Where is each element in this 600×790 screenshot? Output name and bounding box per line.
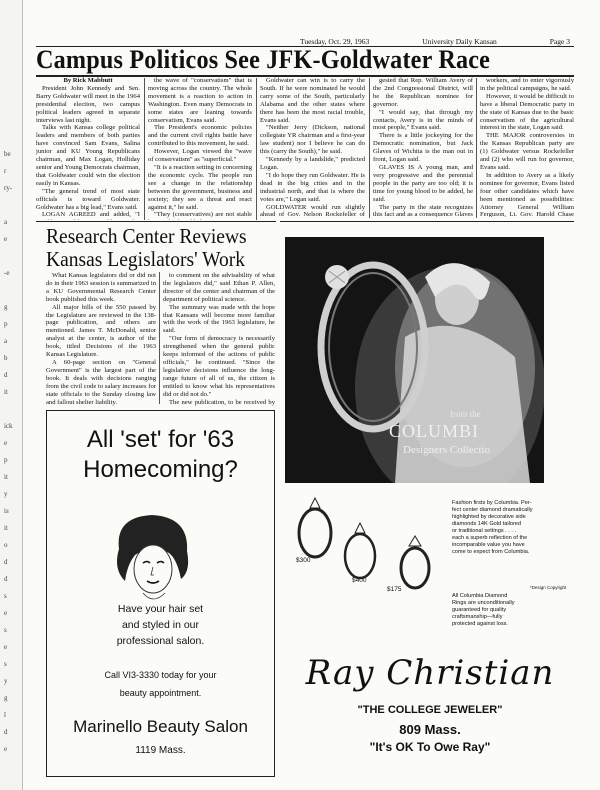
edge-fragment: g [4,303,8,311]
edge-fragment: s [4,592,7,600]
story1-paragraph: "Kennedy by a landslide," predicted Logan. [260,156,365,171]
column-rule [144,78,145,220]
story2-paragraph: The new publication, to be received by [169,398,275,406]
story1-paragraph: gested that Rep. William Avery of the 2nd Congressional District, will be the Republican nominee for governor. [373,77,473,108]
jewelry-copy [452,500,572,556]
edge-fragment: it [4,473,8,481]
salon-headline-line2: Homecoming? [83,456,238,483]
header-date: Tuesday, Oct. 29, 1963 [300,37,370,46]
edge-fragment: d [4,728,8,736]
jewelry-copy-line: Fashion firsts by Columbia. Per- [452,500,532,506]
column-rule [369,78,370,218]
jewelry-copy-line: each a superb reflection of the [452,535,528,541]
edge-fragment: e [4,235,8,243]
edge-fragment: r [4,167,7,175]
story1-column-5 [480,77,574,217]
adjacent-page-edge [0,0,23,790]
woman-portrait-illustration [107,509,197,605]
edge-fragment: y [4,490,8,498]
salon-copy-line3: professional salon. [116,635,205,647]
story1-paragraph: Talks with Kansas college political leaders and members of both parties have convinced Sam Evans, Salina junior and KU Young Republicans chairman, and Max Logan, Holliday senior and Young Democrats chairman, that Goldwater could win the election easily in Kansas. [36,124,140,187]
story1-paragraph: GOLDWATER would run slightly ahead of Gov. Nelson Rockefeller of [260,203,365,217]
story2-paragraph: The summary was made with the hope that Kansans will become more familiar with the work of the 1963 legislature, he said. [163,303,275,335]
jewelry-copy-line: guaranteed for quality [452,607,507,613]
edge-fragment: d [4,558,8,566]
jewelry-copy-line: fect center diamond dramatically [452,507,533,513]
edge-fragment: g [4,694,8,702]
salon-copy-line1: Have your hair set [117,603,204,615]
column-rule [256,78,257,220]
story2-paragraph: A 60-page section on "General Government" is the largest part of the book. It deals with decisions ranging from the civil code to salary increases for state officials to the Sunday closing law and fallout shelter liability. [46,358,156,406]
salon-address: 1119 Mass. [135,745,186,756]
column-rule [159,272,160,404]
salon-copy-line2: and styled in our [121,619,200,631]
store-tagline: "THE COLLEGE JEWELER" [357,704,503,716]
story1-column-1 [36,77,140,220]
story1-headline: Campus Politicos See JFK-Goldwater Race [36,45,491,74]
story1-paragraph: GLAVES IS A young man, and very progressive and the perennial people in the party are too old; it is time for young blood to be added, he said. [373,163,473,203]
jewelry-copy-line: come to expect from Columbia. [452,549,530,555]
photo-from-label: from the [450,409,481,419]
jewelry-copy-line: diamonds 14K Gold tailored [452,521,522,527]
story1-byline: By Rick Mabbutt [63,77,113,84]
story1-paragraph: LOGAN AGREED and added, "I [42,211,140,219]
header-paper: University Daily Kansan [422,37,497,46]
edge-fragment: e [4,609,8,617]
story1-paragraph: In addition to Avery as a likely nominee for governor, Evans listed four other candidates which have been mentioned as possibilities: Attorney General William Ferguson, Lt. Gov. Harold Chase [480,171,574,217]
story1-paragraph: However, Logan viewed the "wave of conservatism" as "superficial." [148,148,252,164]
story2-headline-line1: Research Center Reviews [46,224,247,248]
story1-paragraph: the wave of "conservatism" that is moving across the country. The whole movement is a reaction to action in Washington. Even many Democrats in some states are leaning towards conservatism, Evans said. [148,77,252,124]
story1-paragraph: The party in the state recognizes this fact and as a consequence Glaves [373,203,473,217]
story2-headline-line2: Kansas Legislators' Work [46,247,246,271]
edge-fragment: it [4,524,8,532]
jewelry-copy-line: or traditional settings . . . . [452,528,517,534]
edge-fragment: d [4,575,8,583]
edge-fragment: be [4,150,11,158]
jewelry-guarantee [452,593,572,628]
edge-fragment: is [4,507,9,515]
edge-fragment: e [4,439,8,447]
section-rule [280,221,574,222]
story2-paragraph: "Our form of democracy is necessarily strengthened when the general public keeps informed of the actions of public officials," he continued. "Since the legislative decisions influence the long-range future of all of us, the citizen is entitled to know what his representatives did or did not do." [163,335,275,398]
edge-fragment: e [4,745,8,753]
edge-fragment: ry- [4,184,13,192]
edge-fragment: -e [4,269,10,277]
store-address: 809 Mass. [399,722,461,737]
edge-fragment: s [4,660,7,668]
edge-fragment: o [4,541,8,549]
jewelry-copy-line: Rings are unconditionally [452,600,515,606]
story1-paragraph: The President's economic policies and the current civil rights battle have contributed to this movement, he said. [148,124,252,148]
design-copyright: *Design Copyright [530,585,567,590]
story1-paragraph: workers, and to enter vigorously in the political campaigns, he said. [480,77,574,92]
edge-fragment: a [4,218,8,226]
ring-price-1: $300 [296,557,311,564]
story1-paragraph: Goldwater can win is to carry the South. If he were nominated he would carry some of the South, particularly Alabama and the other states where there has been the most racial trouble, Evans said. [260,77,365,124]
salon-advertisement [46,410,275,777]
edge-fragment: d [4,371,8,379]
story1-paragraph: "The general trend of most state officials is toward Goldwater. Goldwater has a big lead," Evans said. [36,187,140,211]
story1-paragraph: "It is a reaction setting in concerning the economic cycle. The people run see a change in the relationship between the government, business and society; they see a threat and react against it," he said. [148,163,252,211]
story2-paragraph: All major bills of the 550 passed by the Legislature are reviewed in the 138-page publication, and others are mentioned. James T. McDonald, senior analyst at the center, is author of the book, titled Decisions of the 1963 Kansas Legislature. [46,303,156,359]
edge-fragment: s [4,626,7,634]
story1-paragraph: "They (conservatives) are not stable [154,211,252,219]
story1-column-4 [373,77,473,217]
story2-paragraph: What Kansas legislators did or did not do in their 1963 session is summarized in a KU Governmental Research Center book published this week. [46,272,156,303]
edge-fragment: l [4,711,6,719]
column-rule [476,78,477,218]
edge-fragment: a [4,337,8,345]
story1-paragraph: There is a little jockeying for the Democratic nomination, but Jack Glaves of Wichita is the man out in front, Logan said. [373,132,473,164]
edge-fragment: e [4,643,8,651]
edge-fragment: p [4,320,8,328]
story1-paragraph: However, it would be difficult to have a liberal Democratic party in the state of Kansas due to the basic conservatism of the agricultural interest in the state, Logan said. [480,92,574,132]
story2-column-1 [46,272,156,406]
jewelry-copy-line: protected against loss. [452,621,508,627]
story1-paragraph: "I do hope they run Goldwater. He is dead in the big cities and in the industrial north, and that is where the votes are," Logan said. [260,171,365,203]
story1-paragraph: President John Kennedy and Sen. Barry Goldwater will meet in the 1964 presidential election, two campus political leaders agreed in separate interviews last night. [36,84,140,124]
story1-column-3 [260,77,365,217]
section-rule [36,221,276,222]
edge-fragment: p [4,456,8,464]
story1-paragraph: THE MAJOR controversies in the Kansas Republican party are (1) Goldwater versus Rockefeller and (2) who will run for governor, Evans said. [480,132,574,171]
ring-price-3: $175 [387,586,402,593]
salon-name: Marinello Beauty Salon [73,717,248,736]
store-slogan: "It's OK To Owe Ray" [369,740,491,754]
story1-paragraph: "Neither Jerry (Dickson, national collegiate YR chairman and a first-year law student) nor I believe he can do this (carry the South)," he said. [260,124,365,156]
jewelry-copy-line: incomparable value you have [452,542,525,548]
header-page: Page 3 [549,37,570,46]
jewelry-copy-line: highlighted by decorative side [452,514,526,520]
salon-headline-line1: All 'set' for '63 [86,426,235,453]
photo-tagline: Designers Collectio [403,444,491,456]
jewelry-copy-line: craftsmanship—fully [452,614,503,620]
salon-phone: Call VI3-3330 today for your [104,670,217,680]
ring-price-2: $400 [352,577,367,584]
store-name-logo: Ray Christian [305,653,555,693]
edge-fragment: y [4,677,8,685]
story1-paragraph: "I would say, that through my contacts, Avery is in the minds of most people," Evans said. [373,108,473,132]
edge-fragment: it [4,388,8,396]
photo-brand: COLUMBI [389,421,480,441]
columbia-ring-photo [285,237,544,483]
story1-column-2 [148,77,252,220]
salon-phone-line2: beauty appointment. [119,688,202,698]
edge-fragment: ick [4,422,13,430]
jewelry-copy-line: All Columbia Diamond [452,593,508,599]
story2-column-2 [163,272,275,406]
edge-fragment: b [4,354,8,362]
story2-paragraph: to comment on the advisability of what the legislators did," said Ethan P. Allen, director of the center and chairman of the department of political science. [163,272,275,303]
